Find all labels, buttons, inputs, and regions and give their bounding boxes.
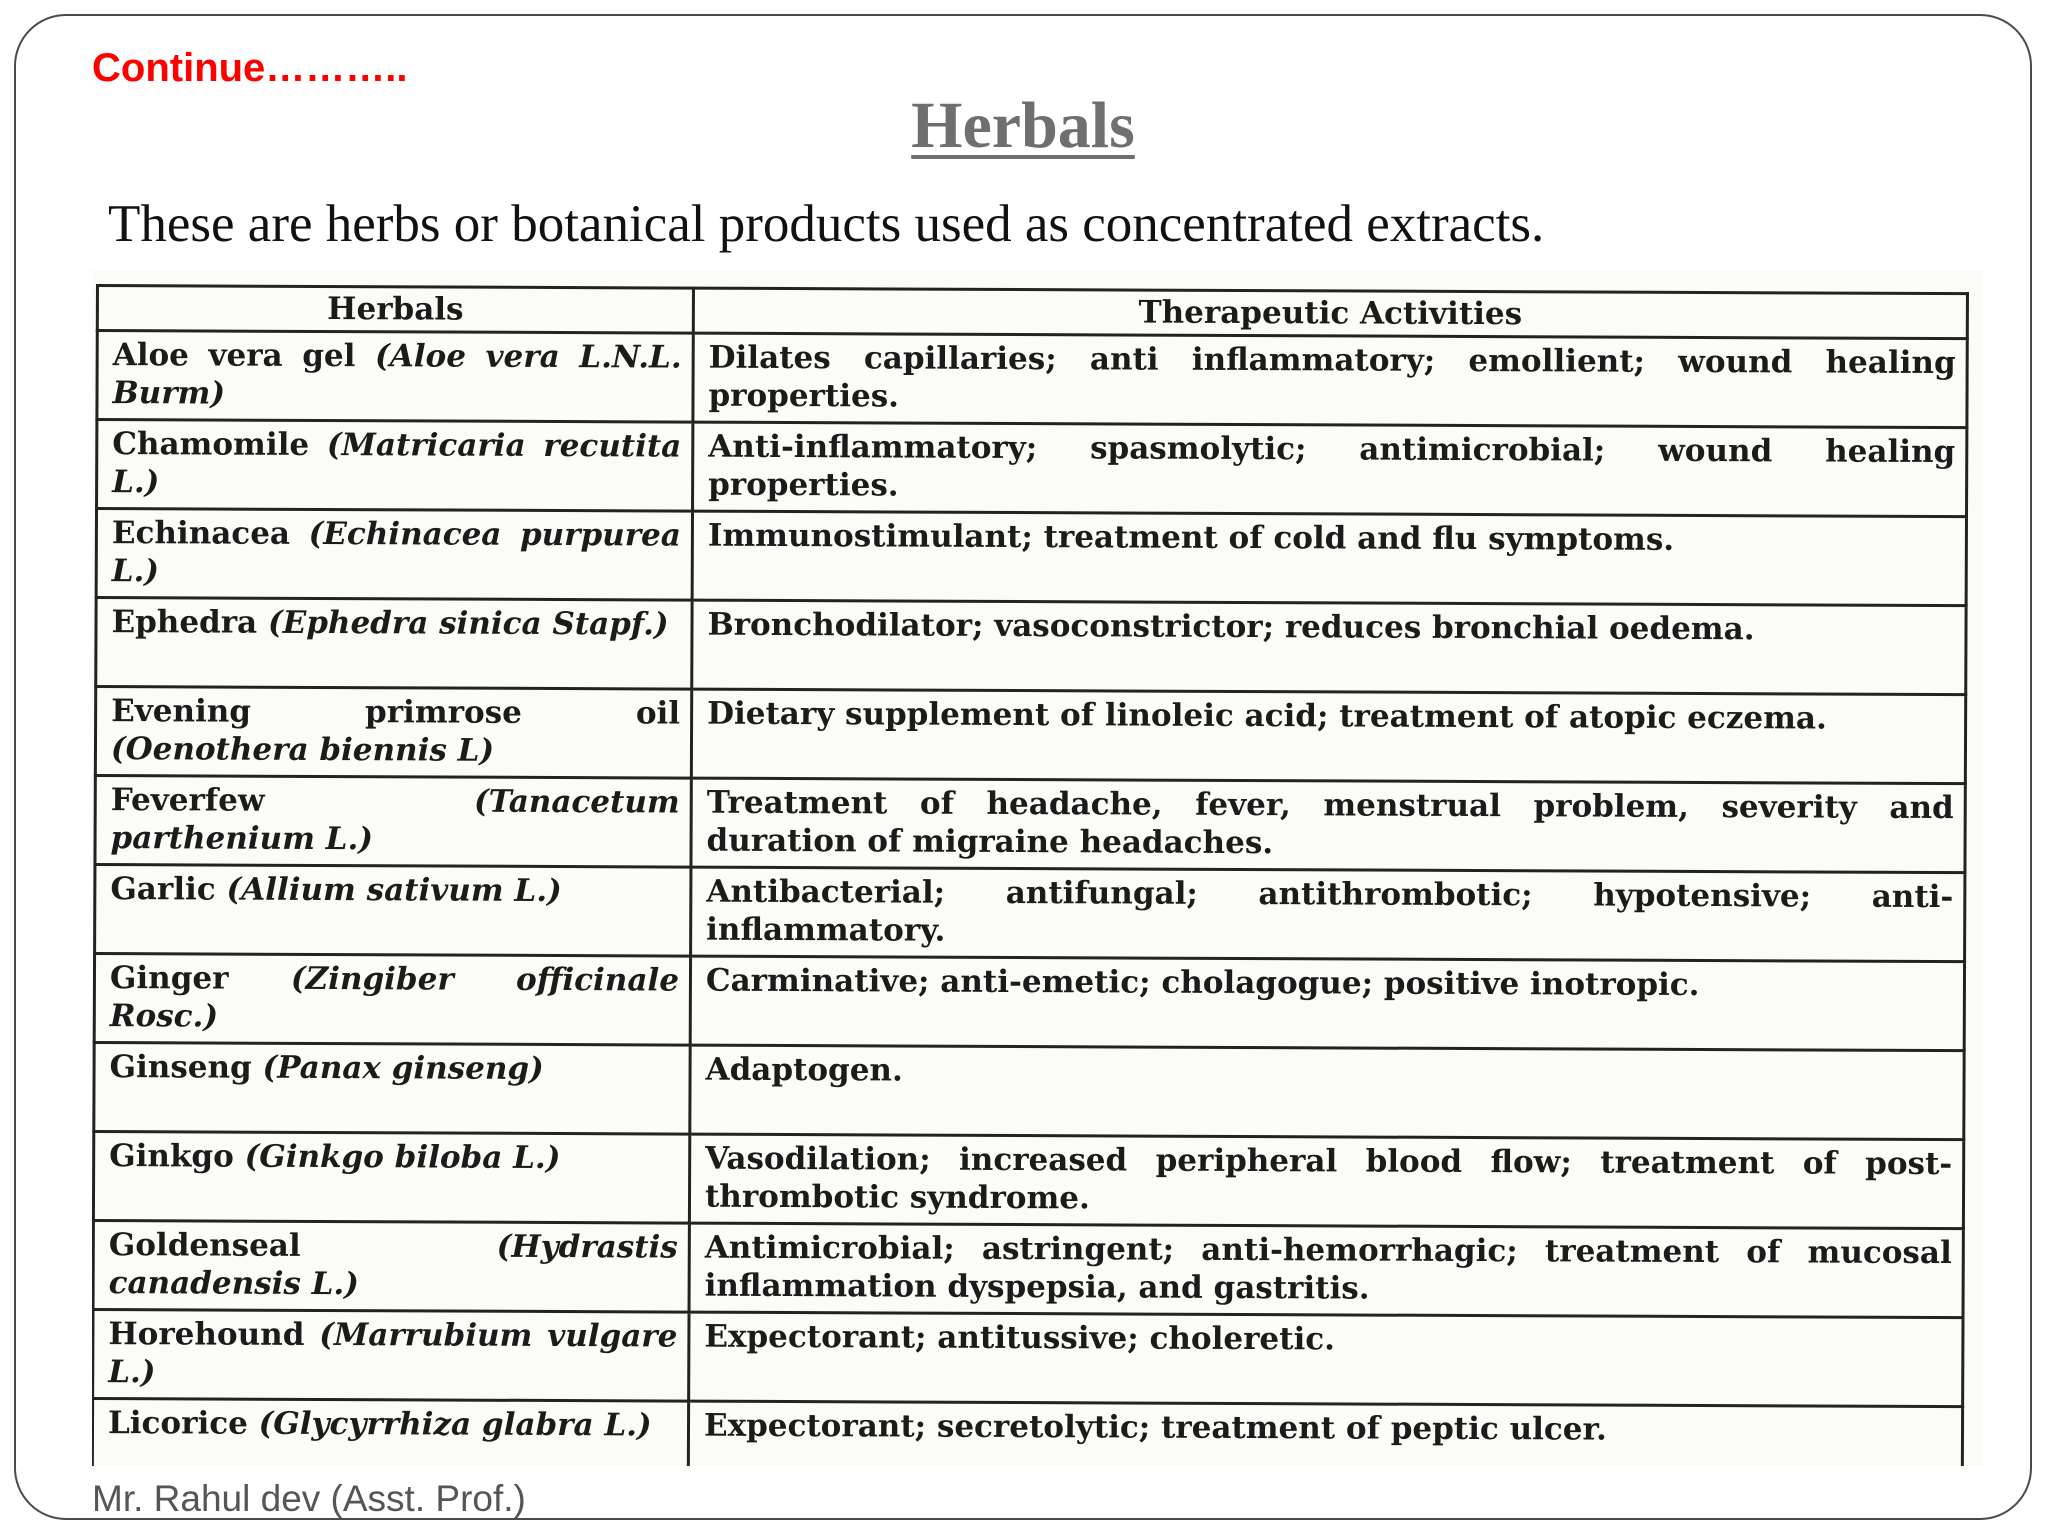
herb-cell <box>93 1220 689 1312</box>
table-row <box>94 954 1964 1051</box>
herb-name: Chamomile <box>112 426 310 463</box>
therapeutic-activity: Vasodilation; increased peripheral blood flow; treatment of post-thrombotic syndrome. <box>689 1134 1963 1229</box>
intro-text: These are herbs or botanical products used as concentrated extracts. <box>108 195 1545 253</box>
herb-name: Evening primrose oil <box>111 693 681 732</box>
herb-cell <box>94 954 690 1046</box>
herbals-table-image <box>92 270 1982 1466</box>
therapeutic-activity: Anti-inflammatory; spasmolytic; antimicrobial; wound healing properties. <box>693 422 1967 517</box>
therapeutic-activity: Antimicrobial; astringent; anti-hemorrhagic; treatment of mucosal inflammation dyspepsia, and gastritis. <box>689 1223 1963 1318</box>
herb-latin-name: (Hydrastis canadensis L.) <box>108 1228 678 1303</box>
herb-name: Aloe vera gel <box>112 337 356 375</box>
slide <box>14 14 2032 1520</box>
table-row <box>95 776 1965 873</box>
herb-latin-name: (Glycyrrhiza glabra L.) <box>258 1405 652 1444</box>
herb-name: Ephedra <box>111 604 258 641</box>
therapeutic-activity: Expectorant; secretolytic; treatment of peptic ulcer. <box>688 1401 1962 1466</box>
herb-name: Ginseng <box>109 1049 252 1086</box>
herb-latin-name: (Zingiber officinale Rosc.) <box>109 960 680 1035</box>
column-header-herbals: Herbals <box>97 286 693 334</box>
herb-cell <box>94 1042 690 1134</box>
herb-name: Horehound <box>108 1316 305 1353</box>
table-row <box>95 865 1965 962</box>
table-row <box>93 1309 1963 1406</box>
herbals-table <box>92 284 1969 1466</box>
herb-name: Garlic <box>110 871 216 908</box>
herb-latin-name: (Oenothera biennis L) <box>110 731 495 769</box>
herb-cell <box>96 598 692 690</box>
herb-name: Licorice <box>107 1405 248 1442</box>
therapeutic-activity: Treatment of headache, fever, menstrual problem, severity and duration of migraine headaches. <box>691 778 1965 873</box>
herb-name: Feverfew <box>110 782 265 819</box>
herb-name: Goldenseal <box>108 1227 301 1264</box>
herb-cell <box>97 420 693 512</box>
therapeutic-activity: Antibacterial; antifungal; antithrombotic; hypotensive; anti-inflammatory. <box>691 867 1965 962</box>
herb-latin-name: (Tanacetum parthenium L.) <box>110 783 680 858</box>
footer-author: Mr. Rahul dev (Asst. Prof.) <box>92 1478 526 1519</box>
herb-cell <box>92 1398 688 1466</box>
herb-latin-name: (Matricaria recutita L.) <box>112 427 682 501</box>
therapeutic-activity: Carminative; anti-emetic; cholagogue; positive inotropic. <box>690 956 1964 1051</box>
herb-latin-name: (Allium sativum L.) <box>226 871 562 910</box>
herb-latin-name: (Ginkgo biloba L.) <box>244 1138 561 1177</box>
table-row <box>96 598 1966 695</box>
herb-name: Ginger <box>109 960 229 997</box>
continue-label: Continue……….. <box>92 46 408 90</box>
herb-latin-name: (Marrubium vulgare L.) <box>108 1316 678 1391</box>
herb-name: Ginkgo <box>109 1138 234 1175</box>
herb-latin-name: (Panax ginseng) <box>262 1049 544 1087</box>
herb-latin-name: (Aloe vera L.N.L. Burm) <box>112 338 682 412</box>
table-row <box>97 420 1967 517</box>
herb-name: Echinacea <box>111 515 291 552</box>
table-body <box>92 331 1967 1466</box>
table-row <box>93 1220 1963 1317</box>
table-row <box>93 1131 1963 1228</box>
table-row <box>94 1042 1964 1139</box>
therapeutic-activity: Immunostimulant; treatment of cold and flu symptoms. <box>692 511 1966 606</box>
herb-cell <box>96 509 692 601</box>
table-row <box>96 509 1966 606</box>
herb-cell <box>97 331 693 423</box>
herb-latin-name: (Ephedra sinica Stapf.) <box>267 604 669 643</box>
table-header-row <box>97 286 1967 339</box>
table-row <box>97 331 1967 428</box>
therapeutic-activity: Adaptogen. <box>690 1045 1964 1140</box>
column-header-activities: Therapeutic Activities <box>693 288 1967 339</box>
therapeutic-activity: Bronchodilator; vasoconstrictor; reduces bronchial oedema. <box>692 600 1966 695</box>
therapeutic-activity: Dietary supplement of linoleic acid; treatment of atopic eczema. <box>691 689 1965 784</box>
slide-title: Herbals <box>911 89 1135 162</box>
herb-cell <box>93 1131 689 1223</box>
herb-cell <box>95 865 691 957</box>
herb-cell <box>95 687 691 779</box>
therapeutic-activity: Dilates capillaries; anti inflammatory; emollient; wound healing properties. <box>693 333 1967 428</box>
herb-cell <box>95 776 691 868</box>
table-row <box>95 687 1965 784</box>
table-row <box>92 1398 1962 1466</box>
herb-latin-name: (Echinacea purpurea L.) <box>111 515 681 590</box>
herb-cell <box>93 1309 689 1401</box>
therapeutic-activity: Expectorant; antitussive; choleretic. <box>689 1312 1963 1407</box>
